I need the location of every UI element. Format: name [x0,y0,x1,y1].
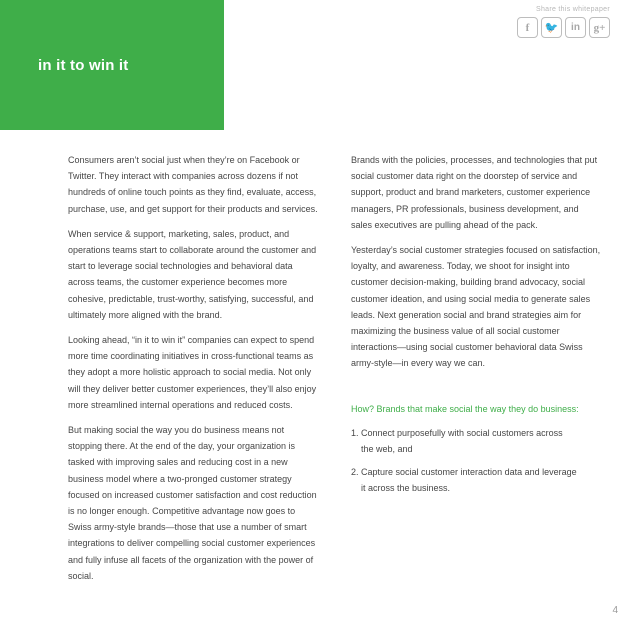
section-banner [0,0,224,130]
section-title: in it to win it [38,57,129,74]
spacer [351,381,601,401]
share-label: Share this whitepaper [535,6,610,13]
list-item [351,425,601,457]
share-bar [517,6,610,38]
page-number: 4 [612,605,618,616]
paragraph: Looking ahead, “in it to win it” companies can expect to spend more time coordinating initiatives in cross-functional teams as they adopt a more holistic approach to social media. Not only will they deliver better customer experiences, they’ll also enjoy more streamlined internal operations and reduced costs. [68,335,317,410]
share-icons [517,17,610,38]
linkedin-icon[interactable]: in [565,17,586,38]
googleplus-icon[interactable]: g+ [589,17,610,38]
paragraph: Consumers aren’t social just when they’re on Facebook or Twitter. They interact with companies across dozens if not hundreds of online touch points as they find, evaluate, access, purchase, use, and get support for their products and services. [68,155,318,214]
paragraph: When service & support, marketing, sales, product, and operations teams start to collaborate around the customer and start to leverage social technologies and behavioral data across teams, the customer experience becomes more cohesive, predictable, trust-worthy, satisfying, successful, and ultimately more aligned with the brand. [68,228,317,320]
list-item-continuation: it across the business. [361,483,451,494]
list-item-continuation: the web, and [361,444,413,455]
list-item-line: 1. Connect purposefully with social customers across [351,427,563,438]
list-item-line: 2. Capture social customer interaction data and leverage [351,467,577,478]
paragraph: Yesterday’s social customer strategies focused on satisfaction, loyalty, and awareness. Today, we shoot for insight into customer decision-making, building brand advocacy, social customer ideation, and using social media to generate sales leads. Next generation social and brand strategies aim for maximizing the business value of all social customer interactions—using social customer behavioral data Swiss army-style—in every way we can. [351,245,601,369]
paragraph: Brands with the policies, processes, and technologies that put social customer data right on the doorstep of service and support, product and brand marketers, customer experience managers, PR professionals, business development, and sales executives are pulling ahead of the pack. [351,155,598,230]
facebook-icon[interactable]: f [517,17,538,38]
twitter-icon[interactable]: 🐦 [541,17,562,38]
paragraph: But making social the way you do business means not stopping there. At the end of the day, your organization is tasked with improving sales and reducing cost in a new business model where a two-pronged customer strategy focused on increased customer satisfaction and cost reduction is no longer enough. Competitive advantage now goes to Swiss army-style brands—those that use a number of smart integrations to deliver compelling social customer experiences and fully infuse all facets of the organization with the power of social. [68,425,317,581]
how-heading: How? Brands that make social the way they do business: [351,403,579,414]
list-item [351,464,601,496]
left-column [68,152,320,593]
right-column [351,152,601,504]
